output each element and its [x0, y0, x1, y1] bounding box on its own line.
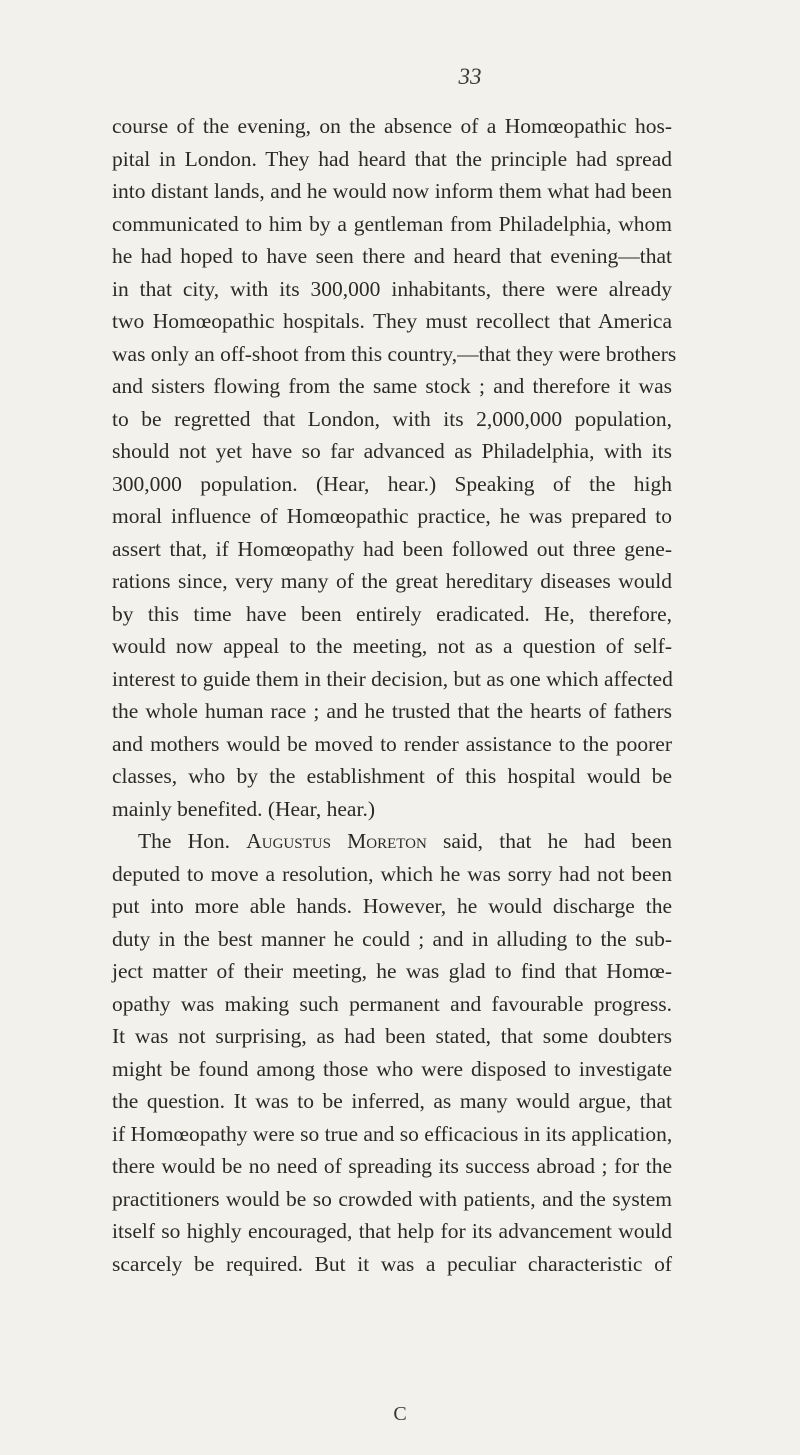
text-line: opathy was making such permanent and favourable progress. [112, 991, 672, 1016]
text-line: put into more able hands. However, he would discharge the [112, 894, 672, 918]
paragraph-2 [112, 825, 672, 1280]
text-line: the question. It was to be inferred, as many would argue, that [112, 1089, 672, 1113]
text-line: he had hoped to have seen there and heard that evening—that [112, 244, 672, 268]
text-line: and mothers would be moved to render assistance to the poorer [112, 731, 672, 756]
signature-mark: C [393, 1403, 407, 1425]
text-line: ject matter of their meeting, he was glad to find that Homœ- [112, 959, 672, 983]
text-line: might be found among those who were disposed to investigate [112, 1056, 672, 1081]
text-line: and sisters flowing from the same stock ; and therefore it was [112, 374, 672, 398]
text-line: by this time have been entirely eradicated. He, therefore, [112, 601, 672, 626]
text-line: mainly benefited. (Hear, hear.) [112, 796, 375, 821]
text-line: should not yet have so far advanced as Philadelphia, with its [112, 439, 672, 463]
text-line: there would be no need of spreading its success abroad ; for the [112, 1154, 672, 1178]
paragraph-1 [112, 110, 677, 825]
text-line: would now appeal to the meeting, not as a question of self- [112, 634, 672, 658]
body-text [112, 110, 677, 1280]
text-line: was only an off-shoot from this country,—that they were brothers [112, 341, 677, 366]
text-line: classes, who by the establishment of this hospital would be [112, 764, 672, 788]
text-line: pital in London. They had heard that the principle had spread [112, 146, 672, 171]
text-line: 300,000 population. (Hear, hear.) Speaking of the high [112, 471, 672, 496]
text-line: to be regretted that London, with its 2,000,000 population, [112, 406, 672, 431]
text-line: practitioners would be so crowded with patients, and the system [112, 1186, 672, 1211]
speaker-name: Augustus Moreton [246, 829, 427, 853]
text-fragment: said, that he had been [426, 829, 673, 853]
text-line: interest to guide them in their decision, but as one which affected [112, 666, 673, 691]
text-line: communicated to him by a gentleman from Philadelphia, whom [112, 211, 672, 236]
text-line: deputed to move a resolution, which he was sorry had not been [112, 861, 672, 886]
text-line: if Homœopathy were so true and so efficacious in its application, [112, 1121, 673, 1146]
page-number: 33 [458, 64, 482, 89]
text-line: into distant lands, and he would now inform them what had been [112, 179, 672, 203]
speaker-title: The Hon. [138, 829, 247, 853]
text-line: It was not surprising, as had been stated, that some doubters [112, 1024, 672, 1048]
text-line: itself so highly encouraged, that help for its advancement would [112, 1219, 672, 1243]
text-line: moral influence of Homœopathic practice, he was prepared to [112, 504, 672, 528]
text-line: in that city, with its 300,000 inhabitants, there were already [112, 276, 672, 301]
text-line: the whole human race ; and he trusted that the hearts of fathers [112, 699, 672, 723]
text-line: scarcely be required. But it was a peculiar characteristic of [112, 1251, 672, 1276]
text-line: duty in the best manner he could ; and in alluding to the sub- [112, 926, 672, 951]
text-line: two Homœopathic hospitals. They must recollect that America [112, 309, 672, 333]
text-line: course of the evening, on the absence of a Homœopathic hos- [112, 114, 672, 138]
text-line: assert that, if Homœopathy had been followed out three gene- [112, 536, 672, 561]
text-line: rations since, very many of the great hereditary diseases would [112, 569, 672, 593]
text-line [112, 825, 672, 858]
